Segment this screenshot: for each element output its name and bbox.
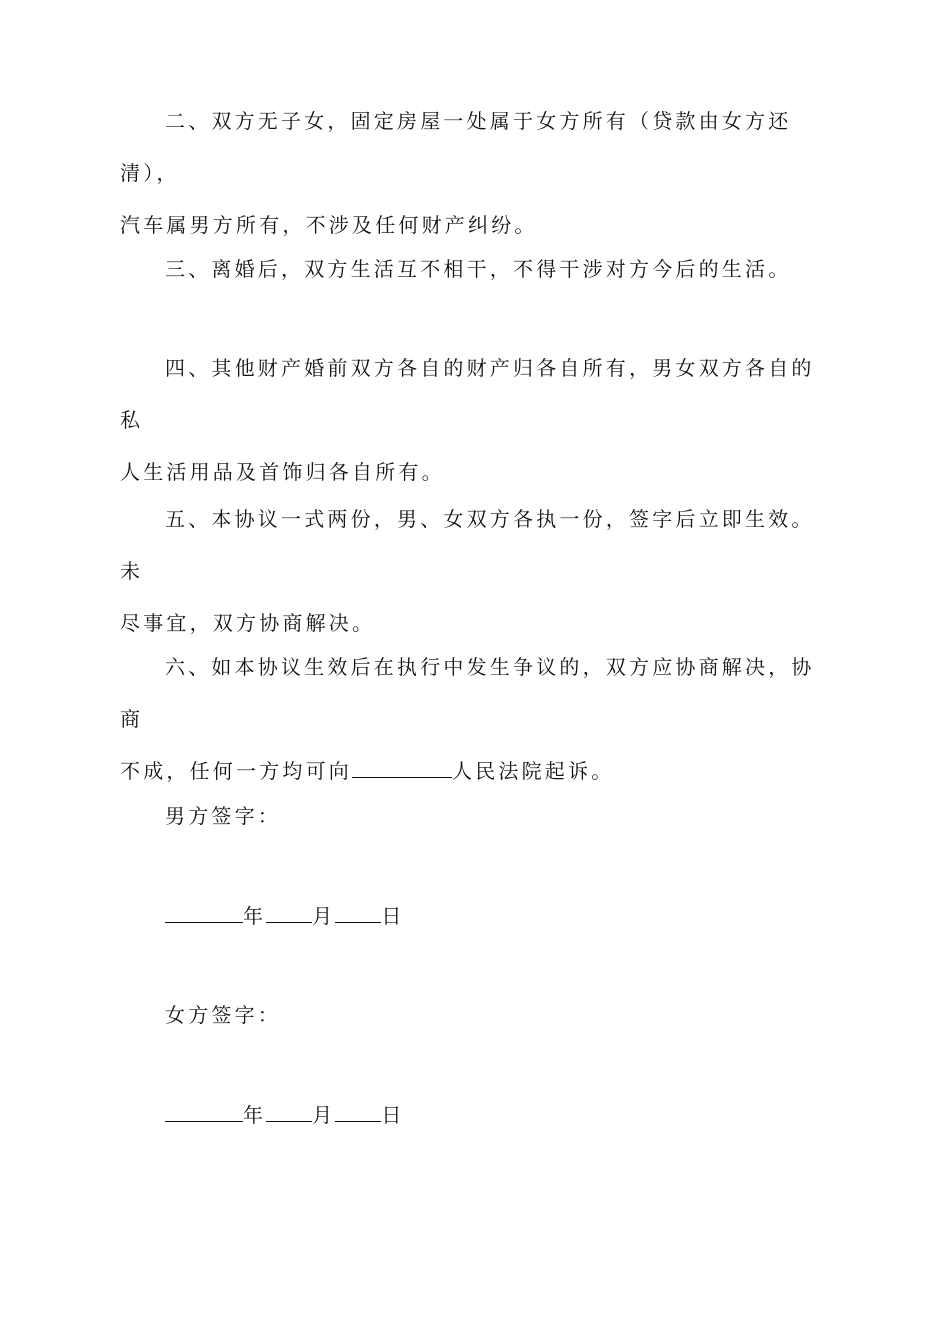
female-date-year-label: 年 — [243, 1103, 267, 1127]
clause-6-line-2a: 不成，任何一方均可向 — [120, 759, 352, 783]
clause-6-line-2b: 人民法院起诉。 — [452, 759, 615, 783]
female-date-year-blank[interactable] — [165, 1103, 243, 1122]
court-name-blank[interactable] — [352, 759, 452, 778]
female-date-month-label: 月 — [312, 1103, 336, 1127]
male-signature-label: 男方签字： — [165, 804, 281, 828]
female-date-day-label: 日 — [381, 1103, 405, 1127]
female-signature-label: 女方签字： — [165, 1003, 281, 1027]
clause-4-line-1: 四、其他财产婚前双方各自的财产归各自所有，男女双方各自的私 — [120, 356, 815, 432]
male-signature-date — [165, 901, 405, 931]
male-date-day-label: 日 — [381, 904, 405, 928]
male-date-day-blank[interactable] — [335, 904, 381, 923]
clause-3-line-1: 三、离婚后，双方生活互不相干，不得干涉对方今后的生活。 — [165, 257, 792, 281]
male-date-month-label: 月 — [312, 904, 336, 928]
female-date-month-blank[interactable] — [266, 1103, 312, 1122]
clause-2 — [120, 95, 832, 251]
clause-4-line-2: 人生活用品及首饰归各自所有。 — [120, 460, 445, 484]
clause-6-line-1: 六、如本协议生效后在执行中发生争议的，双方应协商解决，协商 — [120, 655, 815, 731]
clause-5-line-1: 五、本协议一式两份，男、女双方各执一份，签字后立即生效。未 — [120, 507, 815, 583]
male-date-month-blank[interactable] — [266, 904, 312, 923]
clause-3 — [120, 243, 832, 295]
clause-4 — [120, 342, 832, 498]
clause-5-line-2: 尽事宜，双方协商解决。 — [120, 611, 376, 635]
clause-5 — [120, 493, 832, 649]
clause-6 — [120, 641, 832, 797]
clause-2-line-1: 二、双方无子女，固定房屋一处属于女方所有（贷款由女方还清）， — [120, 109, 792, 185]
female-date-day-blank[interactable] — [335, 1103, 381, 1122]
male-date-year-blank[interactable] — [165, 904, 243, 923]
male-date-year-label: 年 — [243, 904, 267, 928]
clause-2-line-2: 汽车属男方所有，不涉及任何财产纠纷。 — [120, 213, 538, 237]
female-signature-date — [165, 1100, 405, 1130]
